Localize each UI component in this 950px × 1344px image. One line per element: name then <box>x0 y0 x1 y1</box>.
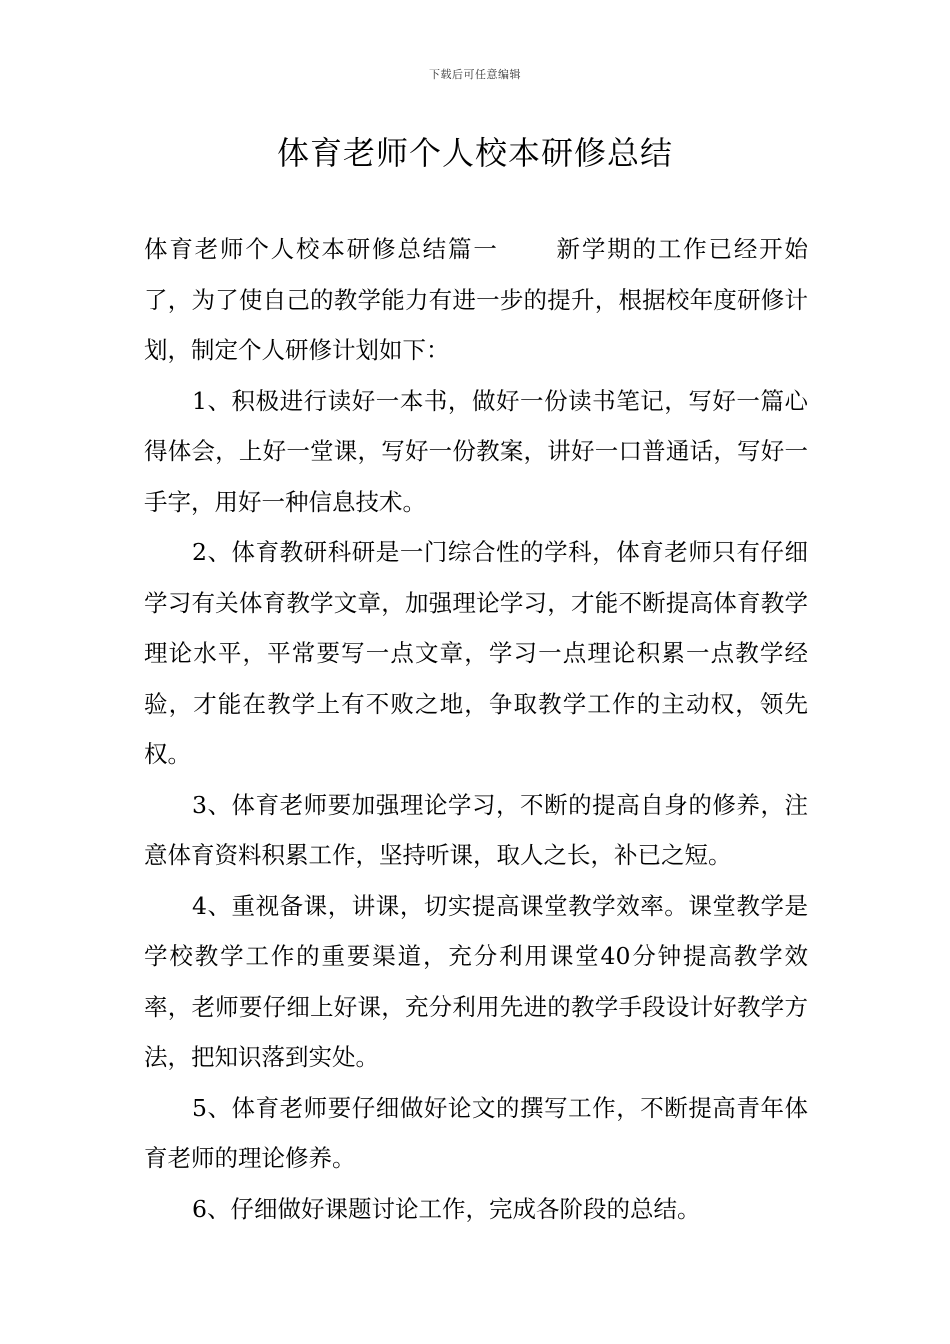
plan-item-4: 4、重视备课，讲课，切实提高课堂教学效率。课堂教学是学校教学工作的重要渠道，充分利用课堂40分钟提高教学效率，老师要仔细上好课，充分利用先进的教学手段设计好教学方法，把知识落到实处。 <box>144 891 808 1071</box>
plan-item-6: 6、仔细做好课题讨论工作，完成各阶段的总结。 <box>192 1194 701 1223</box>
intro-text: 新学期的工作已经开始了，为了使自己的教学能力有进一步的提升，根据校年度研修计划，制定个人研修计划如下： <box>144 235 809 364</box>
plan-item-5: 5、体育老师要仔细做好论文的撰写工作，不断提高青年体育老师的理论修养。 <box>144 1093 808 1172</box>
document-title: 体育老师个人校本研修总结 <box>276 134 673 172</box>
document-body <box>144 224 808 1234</box>
intro-paragraph <box>144 224 808 376</box>
plan-item-3: 3、体育老师要加强理论学习，不断的提高自身的修养，注意体育资料积累工作，坚持听课，取人之长，补已之短。 <box>144 790 808 869</box>
section-heading: 体育老师个人校本研修总结篇一 <box>144 235 499 263</box>
plan-item-1: 1、积极进行读好一本书，做好一份读书笔记，写好一篇心得体会，上好一堂课，写好一份教案，讲好一口普通话，写好一手字，用好一种信息技术。 <box>144 386 808 516</box>
header-note: 下载后可任意编辑 <box>429 68 521 81</box>
plan-item-2: 2、体育教研科研是一门综合性的学科，体育老师只有仔细学习有关体育教学文章，加强理论学习，才能不断提高体育教学理论水平，平常要写一点文章，学习一点理论积累一点教学经验，才能在教学上有不败之地，争取教学工作的主动权，领先权。 <box>144 538 808 768</box>
